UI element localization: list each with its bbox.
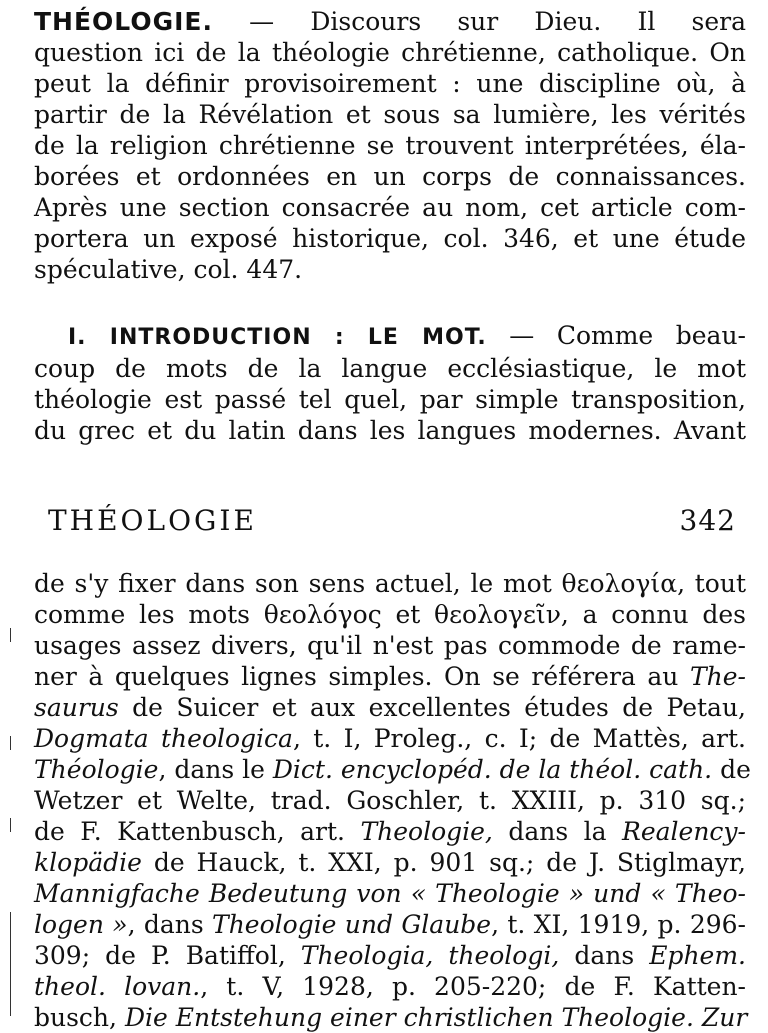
text-line: saurus de Suicer et aux excellentes études de Petau,: [34, 693, 746, 722]
text-line: ner à quelques lignes simples. On se référera au The-: [34, 662, 746, 691]
article-heading: THÉOLOGIE.: [34, 7, 213, 36]
text-line: de F. Kattenbusch, art. Theologie, dans la Realency-: [34, 817, 746, 846]
text-line: Wetzer et Welte, trad. Goschler, t. XXIII, p. 310 sq.;: [34, 786, 746, 815]
text-line: busch, Die Entstehung einer christlichen Theologie. Zur: [34, 1003, 748, 1032]
text-line: Dogmata theologica, t. I, Proleg., c. I; de Mattès, art.: [34, 724, 746, 753]
article-intro: [34, 6, 746, 285]
running-head: [48, 504, 736, 537]
text-line: I. INTRODUCTION : LE MOT. — Comme beau-: [68, 321, 746, 350]
section-introduction: [34, 320, 746, 446]
text-line: THÉOLOGIE. — Discours sur Dieu. Il sera: [34, 7, 746, 36]
margin-mark: [10, 628, 11, 642]
text-line: portera un exposé historique, col. 346, et une étude: [34, 224, 746, 253]
text-line: borées et ordonnées en un corps de connaissances.: [34, 162, 746, 191]
margin-mark: [10, 818, 11, 832]
text-line: comme les mots θεολόγος et θεολογεῖν, a connu des: [34, 600, 746, 629]
text-line: logen », dans Theologie und Glaube, t. XI, 1919, p. 296-: [34, 910, 746, 939]
text-line: partir de la Révélation et sous sa lumière, les vérités: [34, 100, 746, 129]
margin-mark: [10, 912, 11, 1016]
text-line: théologie est passé tel quel, par simple transposition,: [34, 385, 746, 414]
text-line: de la religion chrétienne se trouvent interprétées, éla-: [34, 131, 746, 160]
margin-mark: [10, 736, 11, 750]
section-heading: I. INTRODUCTION : LE MOT.: [68, 325, 487, 350]
text-line: 309; de P. Batiffol, Theologia, theologi, dans Ephem.: [34, 941, 746, 970]
text-line: Théologie, dans le Dict. encyclopéd. de la théol. cath. de: [34, 755, 751, 784]
running-head-title: THÉOLOGIE: [48, 504, 257, 537]
text-line: coup de mots de la langue ecclésiastique, le mot: [34, 354, 746, 383]
text-line: klopädie de Hauck, t. XXI, p. 901 sq.; de J. Stiglmayr,: [34, 848, 746, 877]
text-line: usages assez divers, qu'il n'est pas commode de rame-: [34, 631, 746, 660]
text-line: theol. lovan., t. V, 1928, p. 205-220; de F. Katten-: [34, 972, 747, 1001]
text-line: peut la définir provisoirement : une discipline où, à: [34, 69, 746, 98]
text-line: de s'y fixer dans son sens actuel, le mot θεολογία, tout: [34, 569, 746, 598]
text-line: du grec et du latin dans les langues modernes. Avant: [34, 416, 746, 445]
text-line: spéculative, col. 447.: [34, 255, 303, 284]
page-number: 342: [679, 504, 736, 537]
text-line: Mannigfache Bedeutung von « Theologie » und « Theo-: [34, 879, 746, 908]
body-text: [34, 568, 751, 1033]
text-line: question ici de la théologie chrétienne, catholique. On: [34, 38, 746, 67]
text-line: Après une section consacrée au nom, cet article com-: [34, 193, 746, 222]
